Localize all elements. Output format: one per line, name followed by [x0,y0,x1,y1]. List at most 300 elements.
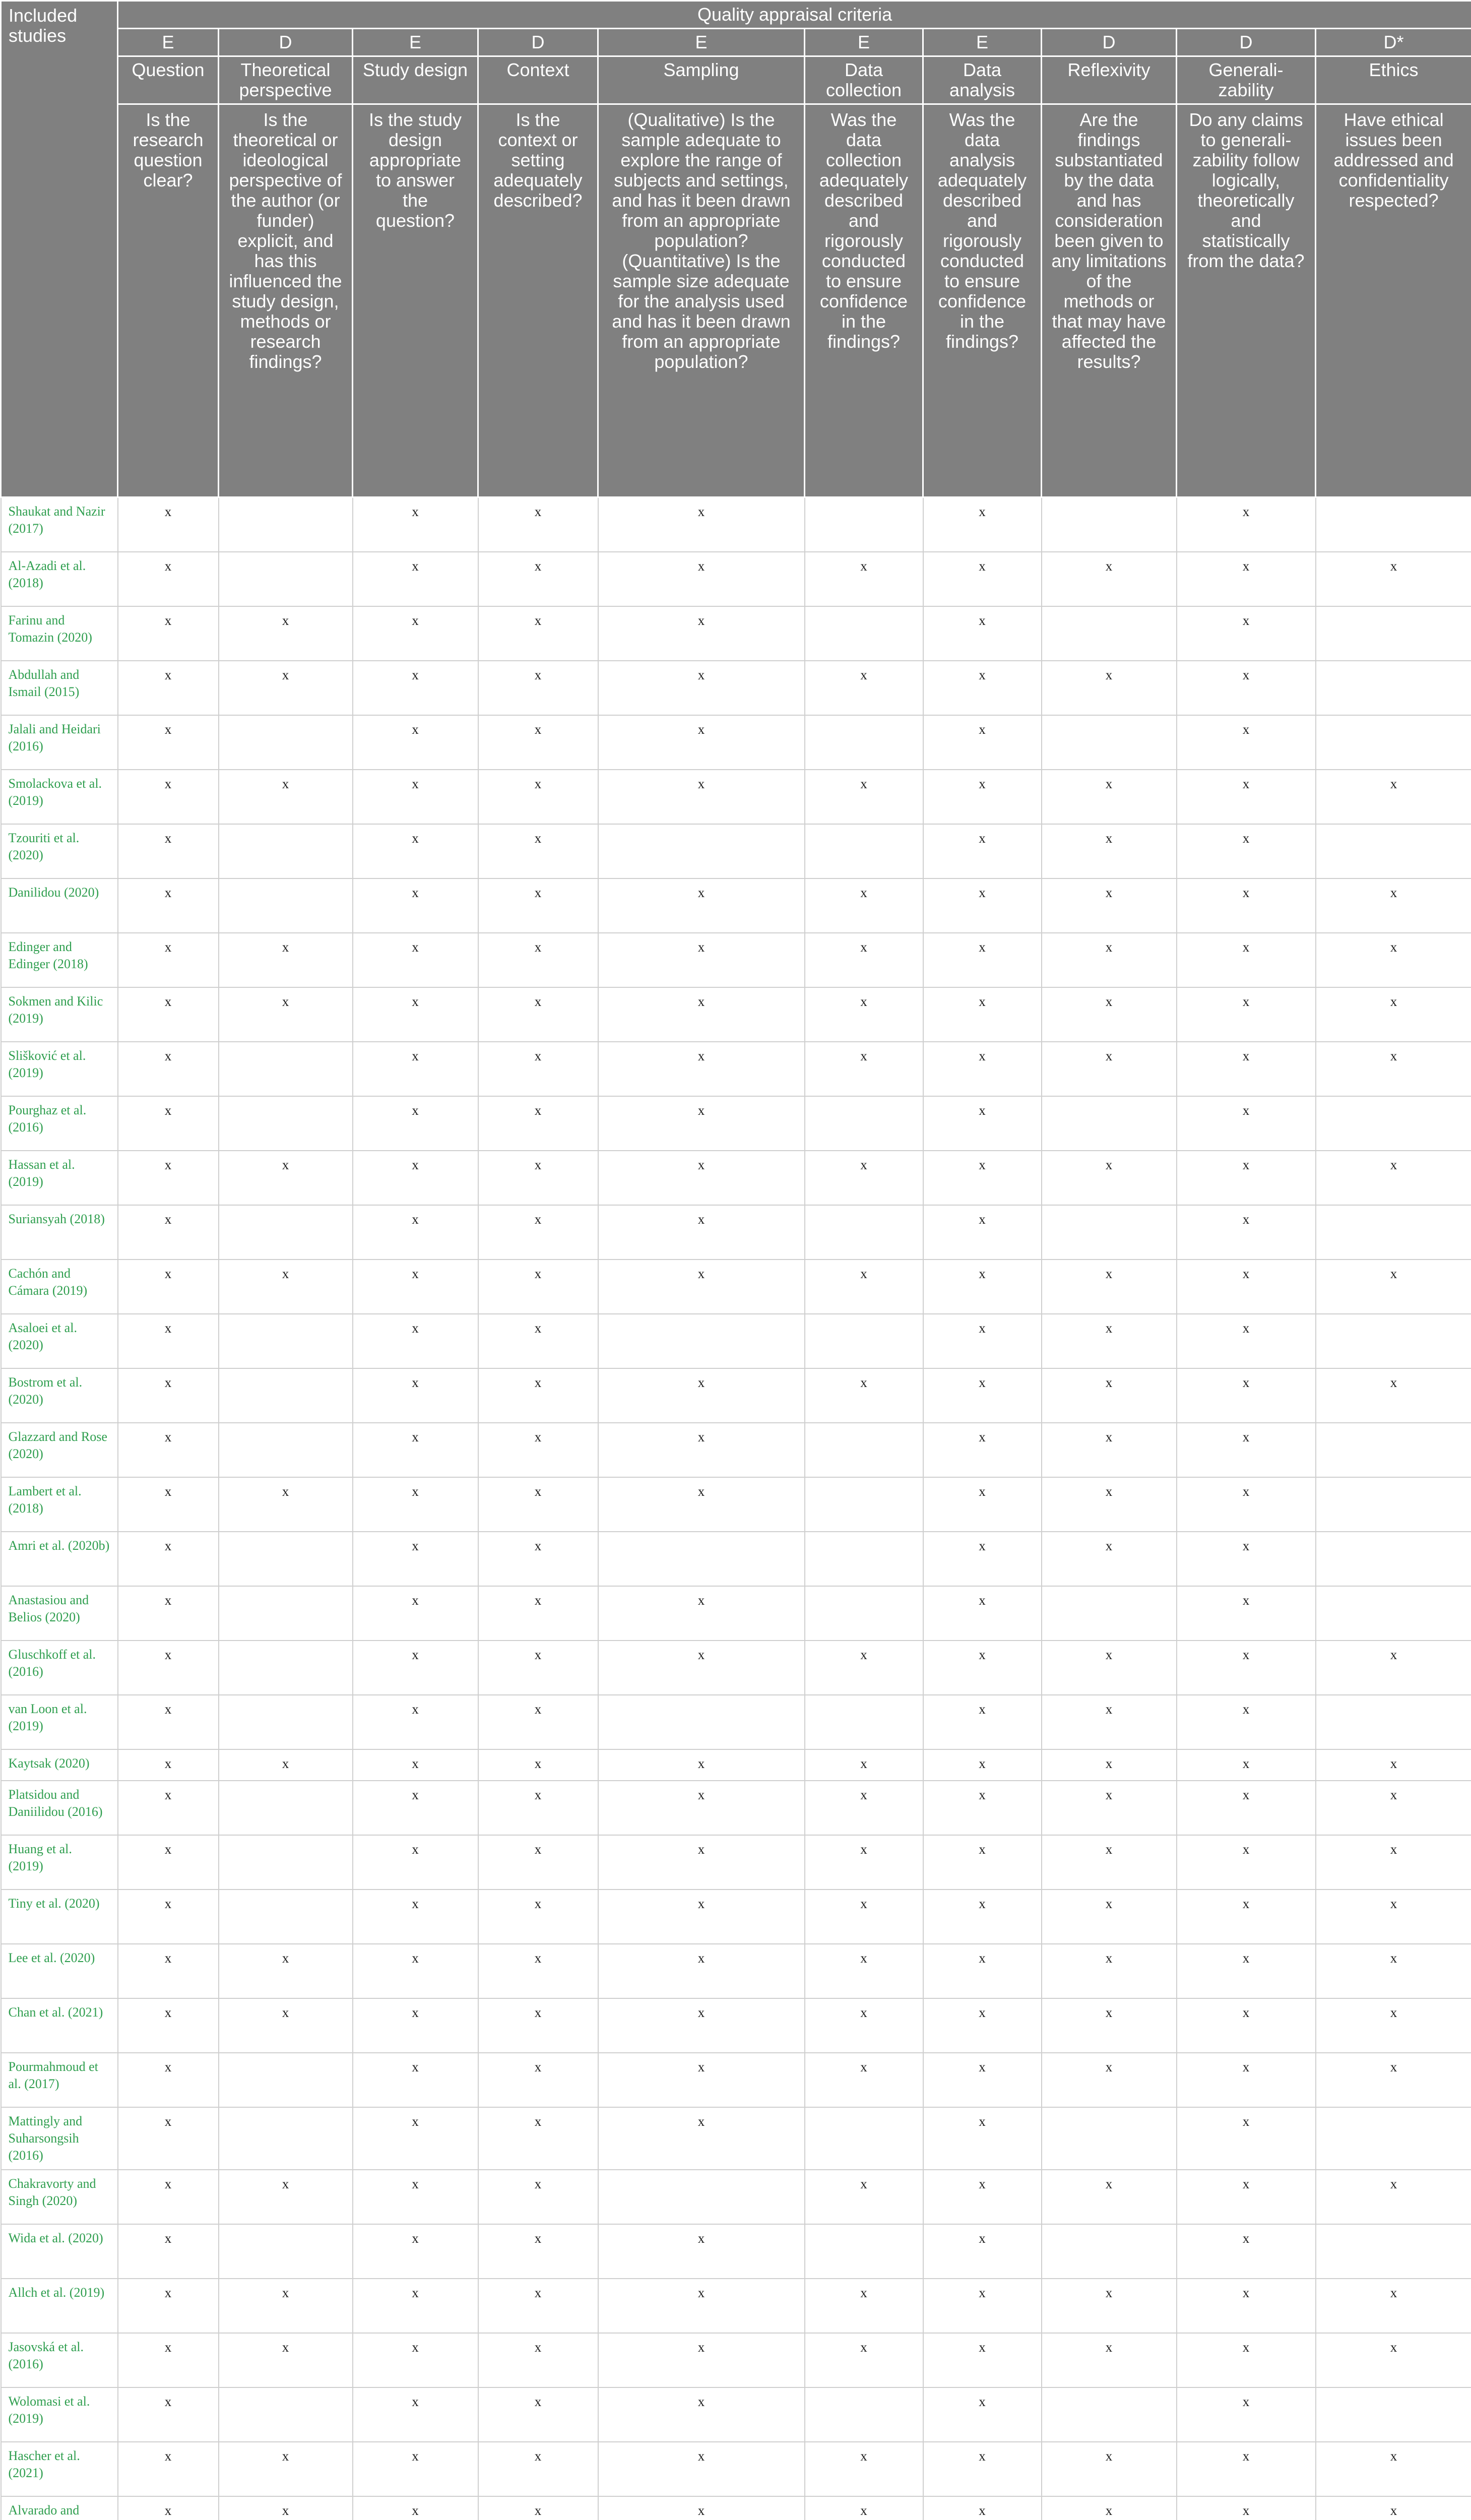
criterion-mark: x [219,933,353,987]
study-link[interactable]: Sokmen and Kilic (2019) [1,987,118,1042]
criterion-mark: x [1177,1532,1316,1586]
criterion-mark: x [1042,1423,1177,1477]
criterion-mark: x [1177,933,1316,987]
criterion-mark: x [923,1477,1042,1532]
criterion-mark: x [598,1944,805,1998]
study-link[interactable]: Al-Azadi et al. (2018) [1,552,118,606]
criterion-mark: x [478,2496,598,2520]
criterion-mark: x [598,770,805,824]
criterion-mark: x [1316,1368,1471,1423]
criterion-mark: x [598,552,805,606]
study-link[interactable]: Abdullah and Ismail (2015) [1,661,118,715]
criterion-mark [219,552,353,606]
table-row [1,1695,1471,1749]
study-link[interactable]: Jalali and Heidari (2016) [1,715,118,770]
criterion-mark: x [598,878,805,933]
criterion-mark: x [478,2107,598,2170]
criterion-mark: x [118,933,219,987]
study-link[interactable]: Alvarado and [1,2496,118,2520]
table-row [1,552,1471,606]
criterion-mark: x [923,1586,1042,1641]
study-link[interactable]: Kaytsak (2020) [1,1749,118,1781]
criterion-mark: x [923,1368,1042,1423]
study-link[interactable]: Lambert et al. (2018) [1,1477,118,1532]
study-link[interactable]: Hassan et al. (2019) [1,1151,118,1205]
criterion-mark: x [1042,1368,1177,1423]
study-link[interactable]: Platsidou and Daniilidou (2016) [1,1781,118,1835]
criterion-mark: x [1177,1889,1316,1944]
criterion-mark: x [118,1259,219,1314]
criterion-mark [1316,1096,1471,1151]
criterion-mark: x [1316,552,1471,606]
study-link[interactable]: Chakravorty and Singh (2020) [1,2170,118,2224]
criterion-mark: x [598,2279,805,2333]
criterion-question: Is the theoretical or ideological perspective of the author (or funder) explicit, and has this influenced the study design, methods or research findings? [219,104,353,497]
table-row [1,2442,1471,2496]
criterion-mark: x [923,1695,1042,1749]
criterion-mark: x [1316,1998,1471,2053]
criterion-mark: x [805,1998,923,2053]
criterion-mark: x [805,1835,923,1889]
study-link[interactable]: Huang et al. (2019) [1,1835,118,1889]
study-link[interactable]: Anastasiou and Belios (2020) [1,1586,118,1641]
criterion-mark [1316,1314,1471,1368]
criterion-mark: x [118,1314,219,1368]
criterion-mark: x [478,2442,598,2496]
study-link[interactable]: Edinger and Edinger (2018) [1,933,118,987]
criterion-mark: x [118,1096,219,1151]
criterion-mark: x [805,2053,923,2107]
criterion-mark: x [478,2279,598,2333]
criterion-mark: x [1316,2279,1471,2333]
criterion-mark: x [1316,2053,1471,2107]
criterion-mark: x [478,1749,598,1781]
criterion-mark: x [1042,1641,1177,1695]
study-link[interactable]: Asaloei et al. (2020) [1,1314,118,1368]
study-link[interactable]: van Loon et al. (2019) [1,1695,118,1749]
criterion-question: Was the data analysis adequately described and rigorously conducted to ensure confidence in the findings? [923,104,1042,497]
criterion-mark: x [923,2170,1042,2224]
criterion-mark: x [353,1151,478,1205]
criterion-mark: x [1316,2496,1471,2520]
study-link[interactable]: Bostrom et al. (2020) [1,1368,118,1423]
study-link[interactable]: Jasovská et al. (2016) [1,2333,118,2387]
criterion-mark: x [353,1586,478,1641]
criterion-mark: x [478,1096,598,1151]
criterion-mark [1316,1695,1471,1749]
criterion-mark: x [1042,2333,1177,2387]
criterion-mark: x [805,1368,923,1423]
criterion-mark: x [1316,1835,1471,1889]
criterion-mark: x [1177,606,1316,661]
criterion-mark: x [923,1781,1042,1835]
study-link[interactable]: Amri et al. (2020b) [1,1532,118,1586]
criterion-mark: x [805,2333,923,2387]
criterion-mark: x [353,1835,478,1889]
criterion-mark: x [1177,1477,1316,1532]
criterion-mark: x [1177,2496,1316,2520]
criterion-mark: x [1177,2442,1316,2496]
study-link[interactable]: Hascher et al. (2021) [1,2442,118,2496]
criterion-mark: x [1042,1477,1177,1532]
criterion-mark: x [478,824,598,878]
criterion-mark [219,1641,353,1695]
criterion-mark: x [1177,715,1316,770]
criterion-mark: x [923,1749,1042,1781]
criterion-mark [1042,2107,1177,2170]
criterion-mark: x [598,661,805,715]
criterion-mark [1316,1532,1471,1586]
study-link[interactable]: Glazzard and Rose (2020) [1,1423,118,1477]
criterion-mark: x [1042,1695,1177,1749]
study-link[interactable]: Allch et al. (2019) [1,2279,118,2333]
criterion-mark: x [353,1314,478,1368]
criterion-mark: x [923,1042,1042,1096]
criterion-mark: x [118,497,219,552]
criterion-mark: x [805,878,923,933]
criterion-mark [1316,661,1471,715]
included-studies-header: Included studies [1,1,118,497]
criterion-mark: x [923,606,1042,661]
criterion-mark: x [1042,878,1177,933]
criterion-mark: x [118,1532,219,1586]
criterion-mark: x [478,1695,598,1749]
study-link[interactable]: Mattingly and Suharsongsih (2016) [1,2107,118,2170]
criterion-mark: x [1042,824,1177,878]
criterion-mark: x [353,2333,478,2387]
criterion-mark: x [353,878,478,933]
criterion-mark: x [219,1944,353,1998]
criterion-mark: x [805,1641,923,1695]
criterion-question: Have ethical issues been addressed and confidentiality respected? [1316,104,1471,497]
study-link[interactable]: Lee et al. (2020) [1,1944,118,1998]
table-row [1,606,1471,661]
criterion-mark: x [923,1314,1042,1368]
criterion-mark [805,1096,923,1151]
criterion-mark: x [118,824,219,878]
criterion-mark: x [1042,1835,1177,1889]
criterion-mark: x [1316,987,1471,1042]
criterion-mark: x [1177,1641,1316,1695]
criterion-mark [1316,2107,1471,2170]
criterion-mark: x [353,987,478,1042]
criterion-mark: x [219,2170,353,2224]
study-link[interactable]: Chan et al. (2021) [1,1998,118,2053]
criterion-name: Question [118,56,219,104]
criterion-mark: x [1177,1259,1316,1314]
study-link[interactable]: Gluschkoff et al. (2016) [1,1641,118,1695]
criterion-mark: x [1042,1042,1177,1096]
criterion-mark [598,1532,805,1586]
table-row [1,715,1471,770]
criterion-mark: x [478,2333,598,2387]
criterion-mark: x [353,715,478,770]
criterion-mark: x [598,987,805,1042]
criterion-mark: x [478,552,598,606]
study-link[interactable]: Pourmahmoud et al. (2017) [1,2053,118,2107]
criterion-mark: x [1177,987,1316,1042]
criterion-mark: x [923,1835,1042,1889]
criterion-mark: x [598,1477,805,1532]
criterion-mark: x [118,2387,219,2442]
criterion-name: Data analysis [923,56,1042,104]
criterion-mark: x [1177,1586,1316,1641]
criterion-mark: x [805,1781,923,1835]
criterion-mark: x [805,987,923,1042]
criterion-mark: x [353,1998,478,2053]
criterion-mark: x [219,1259,353,1314]
criterion-mark: x [353,1532,478,1586]
criterion-mark: x [805,770,923,824]
criterion-mark: x [1042,1781,1177,1835]
criterion-mark: x [923,987,1042,1042]
criterion-mark: x [478,497,598,552]
criterion-mark [219,1205,353,1259]
criterion-mark: x [118,606,219,661]
criterion-mark: x [118,1151,219,1205]
criterion-mark: x [598,606,805,661]
criterion-mark [805,824,923,878]
study-link[interactable]: Suriansyah (2018) [1,1205,118,1259]
criterion-mark: x [478,1889,598,1944]
table-row [1,1586,1471,1641]
criterion-mark: x [805,1944,923,1998]
criterion-mark: x [478,933,598,987]
criterion-mark [1316,497,1471,552]
criterion-mark: x [353,2387,478,2442]
study-link[interactable]: Tzouriti et al. (2020) [1,824,118,878]
criterion-mark: x [118,1835,219,1889]
criterion-mark [219,2053,353,2107]
study-link[interactable]: Wida et al. (2020) [1,2224,118,2279]
criterion-mark [805,497,923,552]
table-row [1,2053,1471,2107]
criterion-mark: x [598,2107,805,2170]
criterion-mark: x [805,1749,923,1781]
study-link[interactable]: Wolomasi et al. (2019) [1,2387,118,2442]
criterion-mark: x [598,2053,805,2107]
study-link[interactable]: Slišković et al. (2019) [1,1042,118,1096]
table-row [1,1314,1471,1368]
criterion-mark: x [1177,1998,1316,2053]
criterion-mark: x [1042,1998,1177,2053]
table-row [1,2496,1471,2520]
criterion-mark: x [1177,2333,1316,2387]
criterion-mark: x [1316,878,1471,933]
criterion-mark: x [1177,2387,1316,2442]
criterion-code: E [598,29,805,56]
criterion-mark: x [219,2333,353,2387]
criterion-mark [1042,2224,1177,2279]
criterion-mark: x [1042,1532,1177,1586]
criterion-mark: x [598,1042,805,1096]
study-link[interactable]: Danilidou (2020) [1,878,118,933]
criterion-mark: x [923,2224,1042,2279]
criterion-mark: x [598,1368,805,1423]
criterion-mark: x [805,552,923,606]
criterion-mark: x [478,1205,598,1259]
criterion-mark: x [1316,1042,1471,1096]
criterion-mark: x [353,1641,478,1695]
study-link[interactable]: Cachón and Cámara (2019) [1,1259,118,1314]
criterion-mark [219,1532,353,1586]
criterion-code: D [1042,29,1177,56]
criterion-mark: x [1042,661,1177,715]
criterion-code: D* [1316,29,1471,56]
criterion-mark: x [923,1889,1042,1944]
criterion-mark: x [478,715,598,770]
criterion-mark: x [118,2224,219,2279]
table-row [1,497,1471,552]
criterion-mark: x [805,2496,923,2520]
criterion-mark: x [598,1641,805,1695]
table-row [1,1042,1471,1096]
criterion-mark [805,2387,923,2442]
criterion-mark: x [478,1259,598,1314]
criterion-mark: x [1042,933,1177,987]
criterion-mark: x [219,1749,353,1781]
criterion-mark [805,1532,923,1586]
criterion-mark: x [478,1151,598,1205]
criterion-mark: x [353,2442,478,2496]
study-link[interactable]: Pourghaz et al. (2016) [1,1096,118,1151]
criterion-mark [1316,1586,1471,1641]
table-row [1,1368,1471,1423]
criterion-mark [1042,1586,1177,1641]
criterion-mark: x [118,2333,219,2387]
criterion-mark: x [1177,2107,1316,2170]
criterion-mark [1316,1477,1471,1532]
criterion-mark: x [1316,2170,1471,2224]
criterion-mark: x [478,1586,598,1641]
table-row [1,2333,1471,2387]
criterion-name: Reflexivity [1042,56,1177,104]
criterion-mark [1042,715,1177,770]
criterion-name: Data collection [805,56,923,104]
criterion-question: Is the study design appropriate to answer the question? [353,104,478,497]
criterion-mark: x [353,1042,478,1096]
criterion-mark: x [1177,1151,1316,1205]
criterion-mark: x [478,2170,598,2224]
criterion-mark: x [219,2442,353,2496]
criterion-mark: x [118,1423,219,1477]
criterion-mark: x [598,1998,805,2053]
criterion-name: Context [478,56,598,104]
criterion-mark: x [1316,770,1471,824]
criterion-mark: x [598,1096,805,1151]
criterion-mark: x [598,2442,805,2496]
criterion-mark [219,1423,353,1477]
table-row [1,1096,1471,1151]
criterion-mark: x [353,2107,478,2170]
criterion-mark [219,2224,353,2279]
criterion-mark: x [219,987,353,1042]
criterion-name: Sampling [598,56,805,104]
criterion-mark: x [478,2224,598,2279]
table-row [1,661,1471,715]
criterion-mark: x [923,1259,1042,1314]
criterion-mark: x [478,661,598,715]
criterion-question: Was the data collection adequately described and rigorously conducted to ensure confidence in the findings? [805,104,923,497]
criterion-mark: x [478,987,598,1042]
criterion-mark: x [118,1749,219,1781]
criterion-mark [219,2387,353,2442]
criterion-question: (Qualitative) Is the sample adequate to explore the range of subjects and settings, and has it been drawn from an appropriate population? (Quantitative) Is the sample size adequate for the analysis used and has it been drawn from an appropriate population? [598,104,805,497]
criterion-mark: x [598,1749,805,1781]
criterion-mark: x [598,2387,805,2442]
criterion-mark: x [805,2279,923,2333]
criterion-mark: x [118,1998,219,2053]
criterion-mark [1316,1423,1471,1477]
criterion-mark: x [353,1944,478,1998]
criterion-mark [219,1835,353,1889]
criterion-mark: x [1042,2496,1177,2520]
criterion-mark: x [219,1151,353,1205]
criterion-mark [1042,497,1177,552]
criterion-mark: x [923,2333,1042,2387]
criterion-mark [1316,1205,1471,1259]
study-link[interactable]: Farinu and Tomazin (2020) [1,606,118,661]
criterion-mark: x [805,1042,923,1096]
criterion-name: Generali-zability [1177,56,1316,104]
criterion-mark: x [1177,1695,1316,1749]
criterion-mark [219,497,353,552]
criterion-mark: x [1042,2170,1177,2224]
criterion-mark: x [923,2442,1042,2496]
criterion-mark: x [805,1259,923,1314]
criterion-mark: x [598,497,805,552]
criterion-mark: x [1042,1889,1177,1944]
criterion-mark: x [1177,824,1316,878]
criterion-mark [1316,2387,1471,2442]
criterion-mark: x [923,2279,1042,2333]
criterion-mark: x [923,661,1042,715]
criterion-mark [805,2224,923,2279]
criterion-mark: x [805,1889,923,1944]
criterion-mark: x [1177,1944,1316,1998]
table-row [1,1259,1471,1314]
criterion-mark [598,2170,805,2224]
criterion-mark: x [1042,552,1177,606]
criterion-mark: x [353,1368,478,1423]
criterion-mark: x [353,1259,478,1314]
study-link[interactable]: Tiny et al. (2020) [1,1889,118,1944]
criterion-mark: x [1316,1781,1471,1835]
criterion-mark [219,1781,353,1835]
criterion-mark: x [353,933,478,987]
criterion-mark: x [1042,1151,1177,1205]
criterion-mark: x [923,1151,1042,1205]
criterion-mark [598,824,805,878]
criterion-question: Is the research question clear? [118,104,219,497]
criterion-mark: x [923,552,1042,606]
criterion-mark: x [478,1781,598,1835]
criterion-mark: x [353,2496,478,2520]
criterion-mark [1316,715,1471,770]
criterion-mark: x [923,878,1042,933]
criterion-mark [219,715,353,770]
criterion-mark: x [1042,2279,1177,2333]
criterion-mark: x [1177,878,1316,933]
study-link[interactable]: Smolackova et al. (2019) [1,770,118,824]
criterion-mark: x [118,1695,219,1749]
criterion-question: Is the context or setting adequately described? [478,104,598,497]
study-link[interactable]: Shaukat and Nazir (2017) [1,497,118,552]
criterion-mark: x [1177,1781,1316,1835]
criterion-mark: x [353,1695,478,1749]
criterion-question: Do any claims to generali-zability follow logically, theoretically and statistically from the data? [1177,104,1316,497]
criterion-mark: x [1042,1749,1177,1781]
